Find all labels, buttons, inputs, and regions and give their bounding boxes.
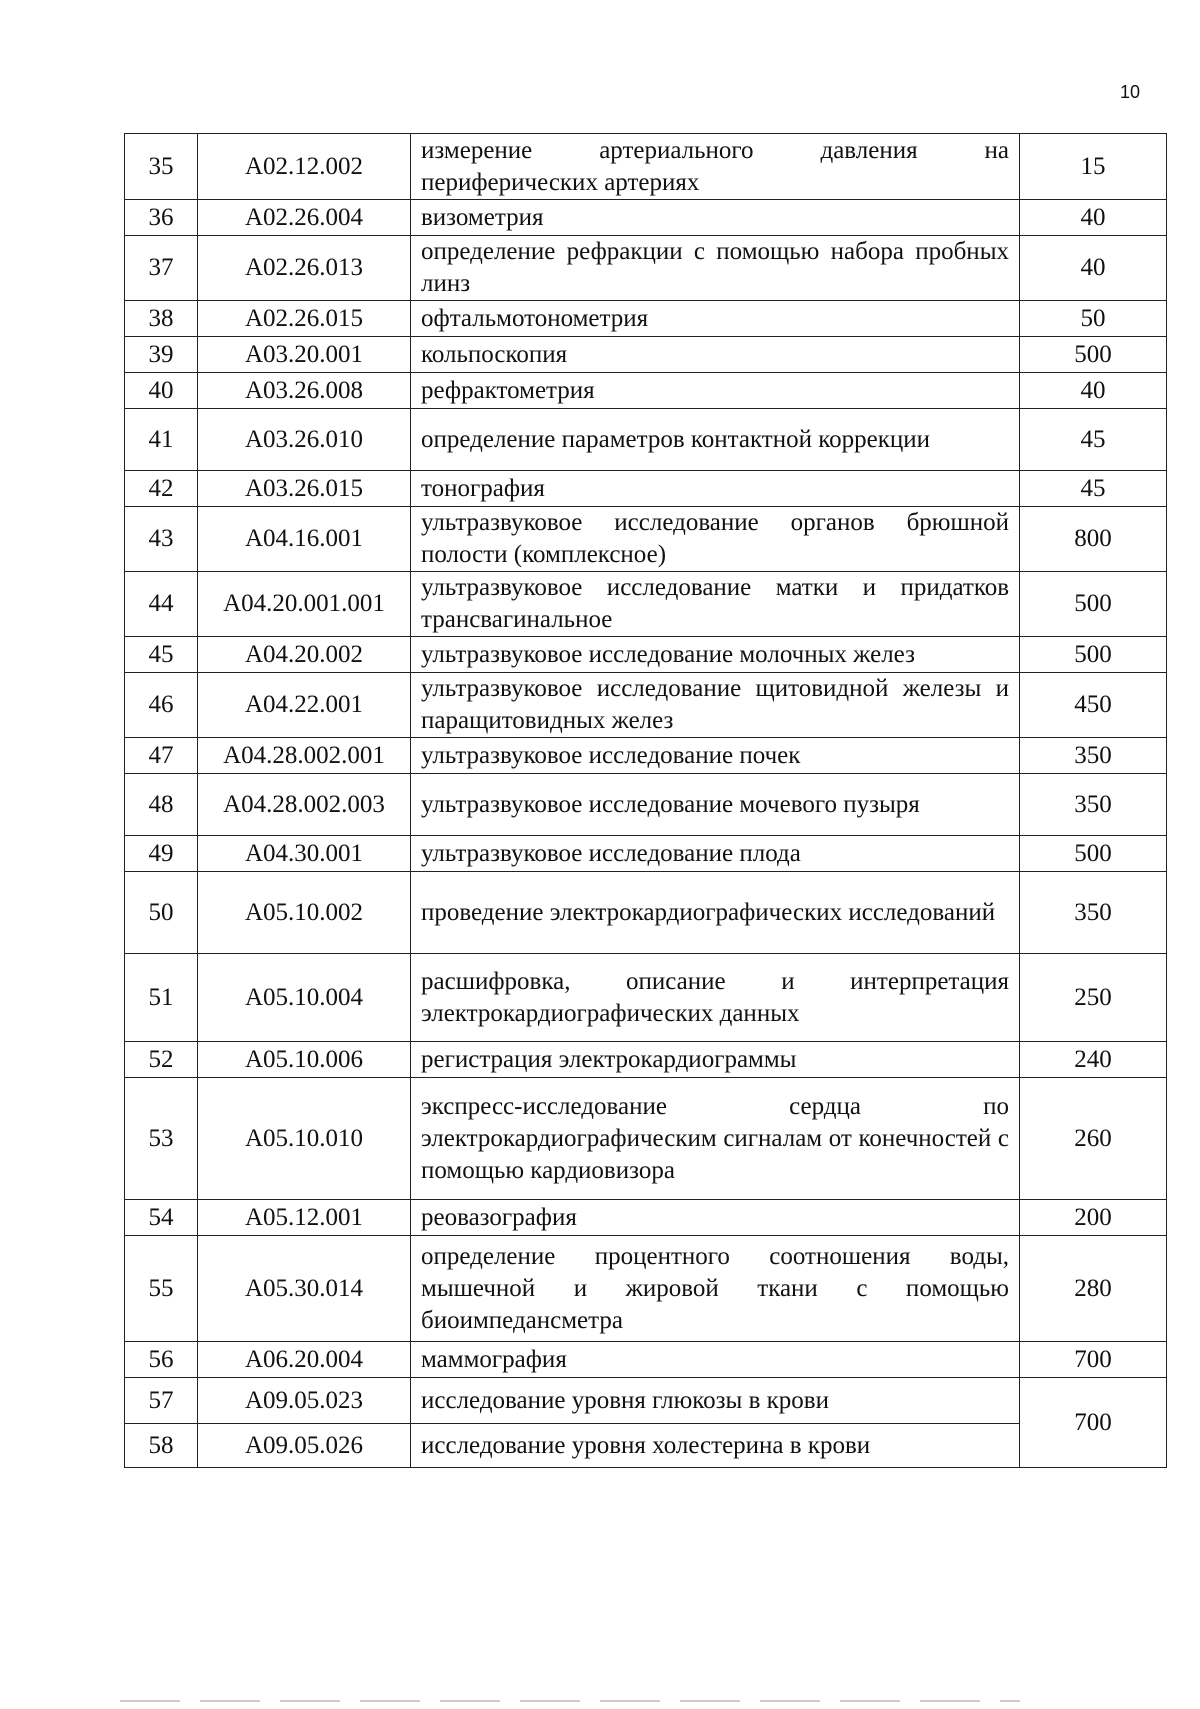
service-name-cell: ультразвуковое исследование щитовидной железы и паращитовидных желез (411, 673, 1020, 738)
service-code-cell: A03.20.001 (198, 337, 411, 373)
table-row (125, 471, 1167, 507)
service-code-cell: A04.20.001.001 (198, 572, 411, 637)
page-number: 10 (1119, 82, 1140, 102)
price-cell: 45 (1020, 409, 1167, 471)
table-row (125, 738, 1167, 774)
row-number-cell: 46 (125, 673, 198, 738)
table-row (125, 1424, 1167, 1468)
price-cell: 45 (1020, 471, 1167, 507)
row-number-cell: 36 (125, 200, 198, 236)
row-number-cell: 58 (125, 1424, 198, 1468)
price-cell: 700 (1020, 1342, 1167, 1378)
service-name-cell: измерение артериального давления на периферических артериях (411, 134, 1020, 200)
row-number-cell: 42 (125, 471, 198, 507)
row-number-cell: 49 (125, 836, 198, 872)
table-row (125, 236, 1167, 301)
service-code-cell: A03.26.010 (198, 409, 411, 471)
row-number-cell: 38 (125, 301, 198, 337)
row-number-cell: 55 (125, 1236, 198, 1342)
price-cell: 200 (1020, 1200, 1167, 1236)
service-name-cell: расшифровка, описание и интерпретация электрокардиографических данных (411, 954, 1020, 1042)
service-code-cell: A03.26.015 (198, 471, 411, 507)
table-row (125, 1042, 1167, 1078)
service-name-cell: рефрактометрия (411, 373, 1020, 409)
price-cell: 40 (1020, 236, 1167, 301)
service-name-cell: определение процентного соотношения воды, мышечной и жировой ткани с помощью биоимпедансметра (411, 1236, 1020, 1342)
service-name-cell: маммография (411, 1342, 1020, 1378)
scan-edge-artifact (120, 1700, 1020, 1702)
price-cell: 40 (1020, 200, 1167, 236)
service-name-cell: ультразвуковое исследование матки и придатков трансвагинальное (411, 572, 1020, 637)
price-cell: 280 (1020, 1236, 1167, 1342)
service-code-cell: A02.12.002 (198, 134, 411, 200)
service-code-cell: A04.20.002 (198, 637, 411, 673)
service-name-cell: определение параметров контактной коррекции (411, 409, 1020, 471)
service-code-cell: A04.28.002.001 (198, 738, 411, 774)
service-name-cell: визометрия (411, 200, 1020, 236)
table-row (125, 337, 1167, 373)
row-number-cell: 51 (125, 954, 198, 1042)
table-row (125, 1236, 1167, 1342)
price-cell: 800 (1020, 507, 1167, 572)
table-row (125, 373, 1167, 409)
service-name-cell: проведение электрокардиографических исследований (411, 872, 1020, 954)
table-row (125, 1342, 1167, 1378)
price-cell: 500 (1020, 836, 1167, 872)
table-row (125, 1378, 1167, 1424)
table-row (125, 954, 1167, 1042)
table-row (125, 507, 1167, 572)
price-cell: 40 (1020, 373, 1167, 409)
service-code-cell: A02.26.015 (198, 301, 411, 337)
price-table-body (125, 134, 1167, 1468)
service-name-cell: ультразвуковое исследование мочевого пузыря (411, 774, 1020, 836)
service-code-cell: A03.26.008 (198, 373, 411, 409)
table-row (125, 673, 1167, 738)
table-row (125, 836, 1167, 872)
price-cell: 450 (1020, 673, 1167, 738)
row-number-cell: 50 (125, 872, 198, 954)
service-code-cell: A02.26.004 (198, 200, 411, 236)
row-number-cell: 39 (125, 337, 198, 373)
service-code-cell: A05.10.010 (198, 1078, 411, 1200)
service-code-cell: A06.20.004 (198, 1342, 411, 1378)
price-cell: 500 (1020, 572, 1167, 637)
price-table (124, 133, 1167, 1468)
row-number-cell: 53 (125, 1078, 198, 1200)
row-number-cell: 54 (125, 1200, 198, 1236)
price-cell: 350 (1020, 774, 1167, 836)
price-cell: 700 (1020, 1378, 1167, 1468)
service-name-cell: регистрация электрокардиограммы (411, 1042, 1020, 1078)
price-cell: 350 (1020, 872, 1167, 954)
price-cell: 260 (1020, 1078, 1167, 1200)
price-cell: 50 (1020, 301, 1167, 337)
service-code-cell: A04.30.001 (198, 836, 411, 872)
table-row (125, 200, 1167, 236)
table-row (125, 301, 1167, 337)
price-cell: 240 (1020, 1042, 1167, 1078)
service-code-cell: A05.10.006 (198, 1042, 411, 1078)
row-number-cell: 43 (125, 507, 198, 572)
table-row (125, 1200, 1167, 1236)
price-cell: 500 (1020, 637, 1167, 673)
row-number-cell: 57 (125, 1378, 198, 1424)
table-row (125, 409, 1167, 471)
table-row (125, 774, 1167, 836)
service-code-cell: A09.05.026 (198, 1424, 411, 1468)
row-number-cell: 56 (125, 1342, 198, 1378)
service-name-cell: исследование уровня глюкозы в крови (411, 1378, 1020, 1424)
service-name-cell: ультразвуковое исследование молочных желез (411, 637, 1020, 673)
service-code-cell: A04.16.001 (198, 507, 411, 572)
service-code-cell: A05.30.014 (198, 1236, 411, 1342)
service-code-cell: A05.10.002 (198, 872, 411, 954)
table-row (125, 134, 1167, 200)
service-code-cell: A05.10.004 (198, 954, 411, 1042)
service-name-cell: ультразвуковое исследование органов брюшной полости (комплексное) (411, 507, 1020, 572)
service-name-cell: офтальмотонометрия (411, 301, 1020, 337)
row-number-cell: 40 (125, 373, 198, 409)
row-number-cell: 48 (125, 774, 198, 836)
row-number-cell: 41 (125, 409, 198, 471)
service-name-cell: кольпоскопия (411, 337, 1020, 373)
table-row (125, 637, 1167, 673)
table-row (125, 572, 1167, 637)
service-code-cell: A02.26.013 (198, 236, 411, 301)
service-name-cell: экспресс-исследование сердца по электрокардиографическим сигналам от конечностей с помощью кардиовизора (411, 1078, 1020, 1200)
table-row (125, 1078, 1167, 1200)
price-cell: 350 (1020, 738, 1167, 774)
service-name-cell: тонография (411, 471, 1020, 507)
row-number-cell: 35 (125, 134, 198, 200)
service-code-cell: A05.12.001 (198, 1200, 411, 1236)
service-name-cell: ультразвуковое исследование плода (411, 836, 1020, 872)
price-cell: 500 (1020, 337, 1167, 373)
service-name-cell: исследование уровня холестерина в крови (411, 1424, 1020, 1468)
row-number-cell: 44 (125, 572, 198, 637)
service-name-cell: ультразвуковое исследование почек (411, 738, 1020, 774)
table-row (125, 872, 1167, 954)
service-code-cell: A04.22.001 (198, 673, 411, 738)
price-cell: 15 (1020, 134, 1167, 200)
service-code-cell: A04.28.002.003 (198, 774, 411, 836)
row-number-cell: 45 (125, 637, 198, 673)
service-code-cell: A09.05.023 (198, 1378, 411, 1424)
price-cell: 250 (1020, 954, 1167, 1042)
service-name-cell: определение рефракции с помощью набора пробных линз (411, 236, 1020, 301)
row-number-cell: 52 (125, 1042, 198, 1078)
service-name-cell: реовазография (411, 1200, 1020, 1236)
row-number-cell: 47 (125, 738, 198, 774)
row-number-cell: 37 (125, 236, 198, 301)
